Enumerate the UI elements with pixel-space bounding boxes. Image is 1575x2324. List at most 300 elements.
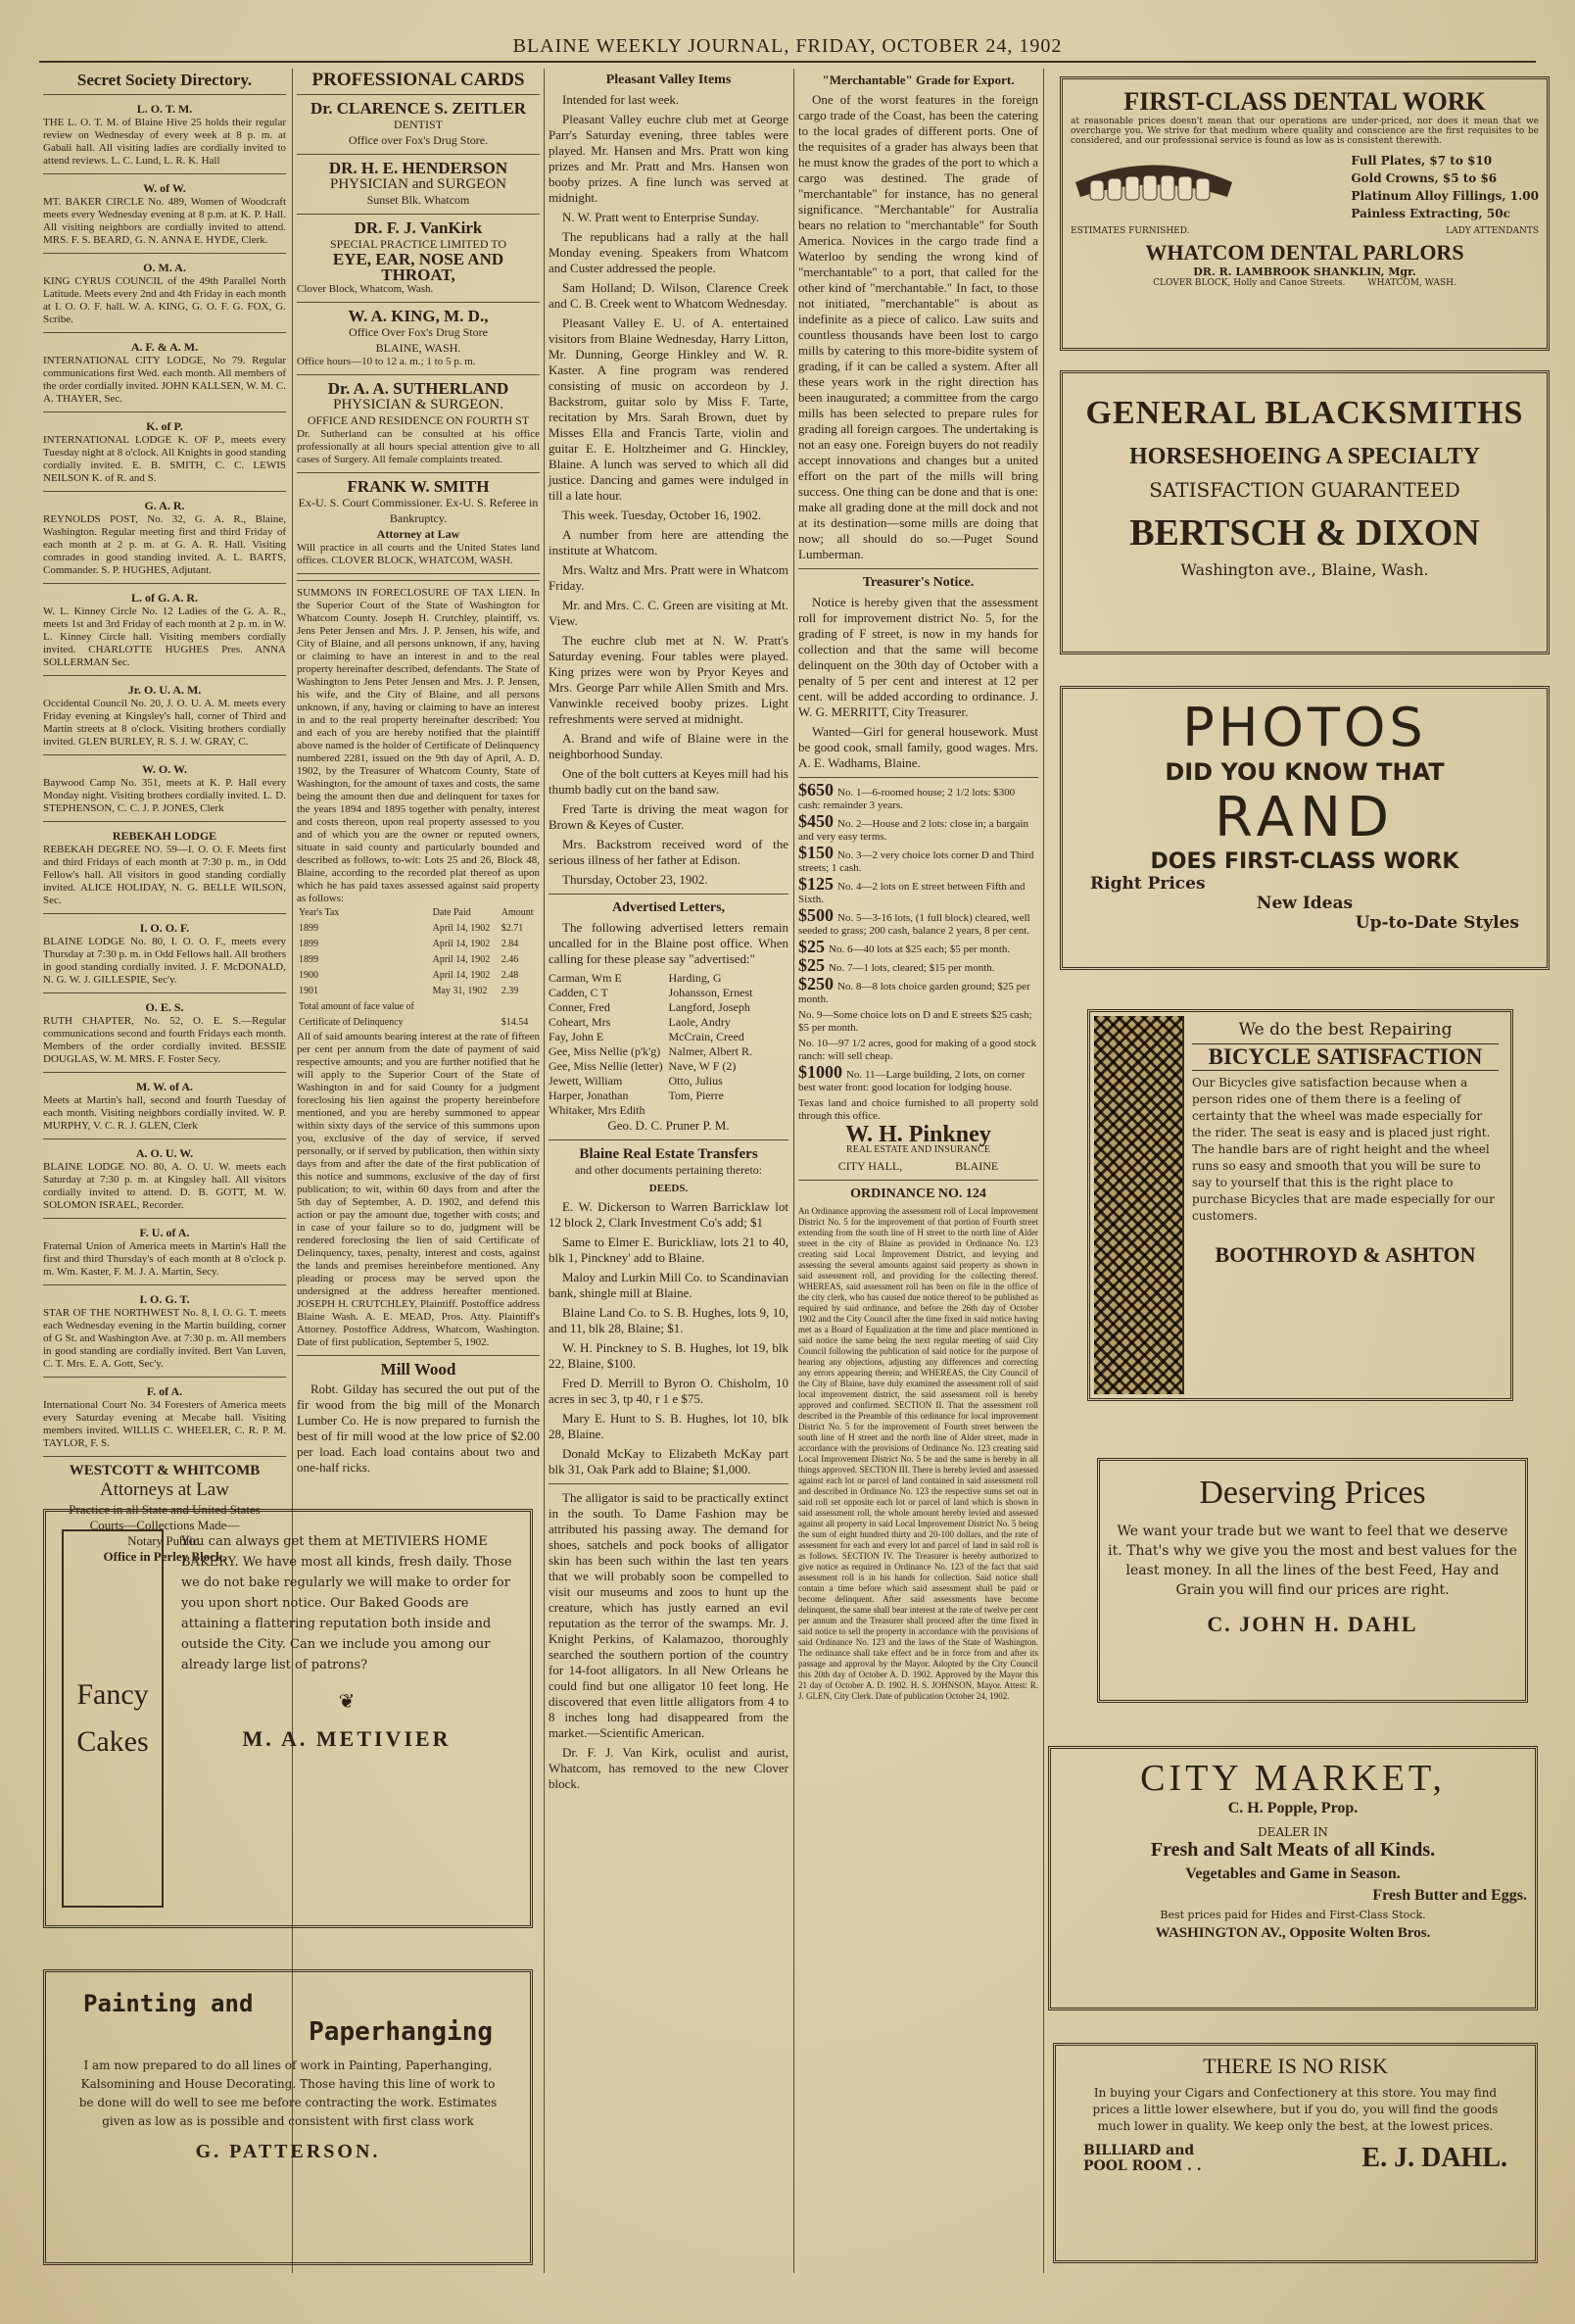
society-entry xyxy=(43,1145,286,1212)
deed-item: Maloy and Lurkin Mill Co. to Scandinavian bank, shingle mill at Blaine. xyxy=(549,1270,788,1300)
society-entry xyxy=(43,590,286,669)
entry-divider xyxy=(43,491,286,492)
photos-question: DID YOU KNOW THAT xyxy=(1165,758,1445,786)
society-entry xyxy=(43,1079,286,1133)
tax-row xyxy=(297,905,540,921)
tax-cell: Amount xyxy=(501,907,534,918)
society-heading: A. O. U. W. xyxy=(135,1146,194,1160)
dental-price: Full Plates, $7 to $10 xyxy=(1351,154,1493,168)
card-role: DENTIST xyxy=(394,118,443,131)
entry-divider xyxy=(43,583,286,584)
dental-attendants: LADY ATTENDANTS xyxy=(1446,226,1539,236)
letter-name: Nalmer, Albert R. xyxy=(668,1044,752,1058)
letter-name: Cadden, C T xyxy=(549,986,608,999)
property-listing xyxy=(798,780,1038,812)
blacksmith-guarantee: SATISFACTION GUARANTEED xyxy=(1149,478,1460,502)
news-item: N. W. Pratt went to Enterprise Sunday. xyxy=(562,210,759,224)
society-text: W. L. Kinney Circle No. 12 Ladies of the G. A. R., meets 1st and 3rd Friday of each month at 2 p. m. in W. L. Kinney Circle hall. Visiting members cordially invited. CHARLOTTE HUGHES Pres. ANNA SOLLERMAN Sec. xyxy=(43,605,286,668)
tax-cell xyxy=(431,1015,500,1031)
tax-cell: April 14, 1902 xyxy=(432,954,491,965)
society-entry xyxy=(43,260,286,326)
news-item: Mr. and Mrs. C. C. Green are visiting at Mt. View. xyxy=(549,598,788,628)
news-item: The euchre club met at N. W. Pratt's Saturday evening. Four tables were played. King prizes were won by Pryor Keyes and Mrs. George Parr while Allen Smith and Mrs. Vanwinkle received booby prizes. Light refreshments were served at midnight. xyxy=(549,633,788,726)
mill-text: Robt. Gilday has secured the out put of the fir wood from the big mill of the Monarch Lumber Co. He is now prepared to furnish the best of fir mill wood at the low price of $2.00 per load. Each load contains about two and one-half ricks. xyxy=(297,1381,540,1475)
dental-price: Gold Crowns, $5 to $6 xyxy=(1351,171,1498,185)
market-line: Vegetables and Game in Season. xyxy=(1185,1865,1401,1882)
letters-sign: Geo. D. C. Pruner P. M. xyxy=(607,1118,730,1133)
market-title: CITY MARKET, xyxy=(1140,1758,1446,1799)
deed-item: E. W. Dickerson to Warren Barricklaw lot 12 block 2, Clark Investment Co's add; $1 xyxy=(549,1199,788,1230)
mill-title: Mill Wood xyxy=(380,1360,456,1379)
letter-name: Johansson, Ernest xyxy=(668,986,753,999)
firm-line: Notary Public. xyxy=(127,1533,202,1548)
society-heading: REBEKAH LODGE xyxy=(112,829,217,843)
card-name: DR. H. E. HENDERSON xyxy=(328,159,508,177)
masthead-rule xyxy=(39,61,1536,63)
tax-cell: May 31, 1902 xyxy=(432,986,488,996)
society-heading: K. of P. xyxy=(146,419,183,433)
entry-divider xyxy=(43,675,286,676)
column-divider xyxy=(1043,69,1044,2273)
card-extra: Clover Block, Whatcom, Wash. xyxy=(297,283,434,295)
column-title: Pleasant Valley Items xyxy=(605,73,732,87)
society-heading: M. W. of A. xyxy=(135,1080,193,1093)
market-line: Fresh Butter and Eggs. xyxy=(1372,1887,1527,1904)
news-item: Intended for last week. xyxy=(562,92,680,107)
letter-name: McCrain, Creed xyxy=(668,1030,744,1043)
society-text: Fraternal Union of America meets in Martin's Hall the first and third Thursday's of each month at 8 o'clock p. m. Wm. Kaster, F. M. J. A. Martin, Secy. xyxy=(43,1240,286,1278)
dental-address: CLOVER BLOCK, Holly and Canoe Streets. WHATCOM, WASH. xyxy=(1153,278,1456,288)
tax-cell: April 14, 1902 xyxy=(432,923,491,934)
letters-list xyxy=(549,971,788,1118)
property-text: No. 3—2 very choice lots corner D and Third streets; 1 cash. xyxy=(798,849,1034,874)
property-text: No. 4—2 lots on E street between Fifth and Sixth. xyxy=(798,881,1026,905)
risk-name: E. J. DAHL. xyxy=(1361,2143,1507,2173)
society-heading: F. U. of A. xyxy=(139,1226,190,1239)
news-item: Fred Tarte is driving the meat wagon for Brown & Keyes of Custer. xyxy=(549,801,788,832)
society-heading: F. of A. xyxy=(146,1384,183,1398)
pinkney-sub: REAL ESTATE AND INSURANCE xyxy=(846,1144,990,1155)
dental-price: Platinum Alloy Fillings, 1.00 xyxy=(1351,189,1539,203)
society-heading: I. O. G. T. xyxy=(139,1292,190,1306)
letter-name: Otto, Julius xyxy=(668,1074,723,1088)
card-divider xyxy=(297,472,540,473)
card-name: Dr. A. A. SUTHERLAND xyxy=(327,379,509,398)
pleasant-valley-column xyxy=(549,69,788,2273)
professional-cards-column xyxy=(297,69,540,1499)
tax-cell: April 14, 1902 xyxy=(432,970,491,981)
letter-name: Conner, Fred xyxy=(549,1000,610,1014)
lattice-ornament xyxy=(1094,1016,1184,1394)
photos-prices: Right Prices xyxy=(1090,874,1206,894)
tax-cell: Year's Tax xyxy=(299,907,340,918)
property-price: $25 xyxy=(798,937,825,956)
news-item: The republicans had a rally at the hall Monday evening. Speakers from Whatcom and Custer addressed the people. xyxy=(549,229,788,275)
society-heading: O. E. S. xyxy=(145,1000,184,1014)
property-listing xyxy=(798,843,1038,875)
dental-estimates: ESTIMATES FURNISHED. xyxy=(1071,226,1190,236)
property-price: $500 xyxy=(798,905,834,925)
property-list xyxy=(798,780,1038,1094)
column-title: "Merchantable" Grade for Export. xyxy=(822,73,1015,87)
market-dealer: DEALER IN xyxy=(1258,1825,1328,1839)
society-heading: G. A. R. xyxy=(144,499,185,512)
letter-name: Langford, Joseph xyxy=(668,1000,750,1014)
cakes-side: Fancy Cakes xyxy=(62,1529,164,1908)
dental-ad xyxy=(1060,76,1550,351)
property-listing xyxy=(798,1009,1038,1035)
card-divider xyxy=(297,154,540,155)
property-listing xyxy=(798,1038,1038,1063)
blacksmith-ad xyxy=(1060,370,1550,654)
entry-divider xyxy=(43,1218,286,1219)
letter-name: Gee, Miss Nellie (p'k'g) xyxy=(549,1044,661,1058)
card-divider xyxy=(297,374,540,375)
entry-divider xyxy=(43,1138,286,1139)
photos-ideas: New Ideas xyxy=(1256,894,1354,913)
society-text: BLAINE LODGE No. 80, I. O. O. F., meets every Thursday at 7:30 p. m. in Odd Fellows hall. All brothers in good standing cordially invited. J. F. McDONALD, N. G. W. J. GILLESPIE, Sec'y. xyxy=(43,936,286,986)
wanted-ad: Wanted—Girl for general housework. Must be good cook, small family, good wages. Mrs. A. E. Wadhams, Blaine. xyxy=(798,724,1038,770)
letter-name: Laole, Andry xyxy=(668,1015,731,1029)
society-heading: L. of G. A. R. xyxy=(130,591,198,605)
prices-title: Deserving Prices xyxy=(1199,1475,1426,1511)
card-extra: Dr. Sutherland can be consulted at his office professionally at all hours special attention give to all cases of Surgery. All female complaints treated. xyxy=(297,428,540,465)
dental-note: at reasonable prices doesn't mean that our operations are under-priced, nor does it mean that we overcharge you. We strive for that medium where quality and conscience are the first requisites to be considered, and our professional service is found as low as is consistent therewith. xyxy=(1071,117,1539,146)
props-tail: Texas land and choice furnished to all property sold through this office. xyxy=(798,1097,1038,1122)
masthead: BLAINE WEEKLY JOURNAL, FRIDAY, OCTOBER 24, 1902 xyxy=(512,35,1063,57)
letter-name xyxy=(669,1103,789,1118)
letter-name: Jewett, William xyxy=(549,1074,623,1088)
letter-name: Coheart, Mrs xyxy=(549,1015,611,1029)
tax-row xyxy=(297,984,540,999)
dental-manager: DR. R. LAMBROOK SHANKLIN, Mgr. xyxy=(1193,266,1416,278)
property-text: No. 7—1 lots, cleared; $15 per month. xyxy=(829,962,995,974)
property-text: No. 10—97 1/2 acres, good for making of a good stock ranch: will sell cheap. xyxy=(798,1038,1037,1062)
card-extra: Office hours—10 to 12 a. m.; 1 to 5 p. m. xyxy=(297,356,476,367)
society-text: REBEKAH DEGREE NO. 59—I. O. O. F. Meets first and third Fridays of each month at 7:30 p. m., in Odd Fellow's hall. All visitors in good standing cordially invited. ALICE HOLIDAY, N. G. BELLE WILSON, Sec. xyxy=(43,844,286,906)
society-entry xyxy=(43,1291,286,1371)
pinkney-name: W. H. Pinkney xyxy=(845,1122,991,1147)
tax-row xyxy=(297,999,540,1015)
card-role: SPECIAL PRACTICE LIMITED TO xyxy=(329,237,507,251)
society-text: INTERNATIONAL CITY LODGE, No 79. Regular communications first Wed. each month. All members of the order cordially invited. JOHN KALLSEN, W. M. C. A. THAYER, Sec. xyxy=(43,355,286,405)
treasurer-notice: Notice is hereby given that the assessment roll for improvement district No. 5, for the grading of F street, is now in my hands for collection and that the same will become delinquent on the 30th day of October with a penalty of 5 per cent and interest at 12 per cent. will be added according to ordinance. J. W. G. MERRITT, City Treasurer. xyxy=(798,595,1038,719)
entry-divider xyxy=(43,821,286,822)
card-divider xyxy=(297,302,540,303)
deed-item: Blaine Land Co. to S. B. Hughes, lots 9, 10, and 11, blk 28, Blaine; $1. xyxy=(549,1305,788,1335)
letter-name: Whitaker, Mrs Edith xyxy=(549,1103,645,1117)
property-listing xyxy=(798,811,1038,844)
tax-cell: 1899 xyxy=(299,923,318,934)
bicycle-ad xyxy=(1087,1009,1513,1401)
secret-society-column xyxy=(43,69,286,1564)
tax-cell: 2.48 xyxy=(501,970,519,981)
teeth-icon xyxy=(1071,153,1237,221)
society-text: REYNOLDS POST, No. 32, G. A. R., Blaine, Washington. Regular meeting first and third Friday of each month at 2 p. m. at G. A. R. Hall. Visiting comrades in good standing invited. A. L. BARTS, Commander. S. P. HUGHES, Adjutant. xyxy=(43,513,286,576)
society-entry xyxy=(43,418,286,485)
column-divider xyxy=(544,69,545,2273)
blacksmith-specialty: HORSESHOEING A SPECIALTY xyxy=(1129,444,1480,469)
tax-cell: 2.84 xyxy=(501,939,519,949)
painting-ad xyxy=(43,1969,533,2265)
society-entry xyxy=(43,1225,286,1279)
cakes-ornament: ❦ xyxy=(338,1689,356,1713)
property-text: No. 2—House and 2 lots: close in; a bargain and very easy terms. xyxy=(798,818,1029,843)
card-detail: EYE, EAR, NOSE AND THROAT, xyxy=(332,250,504,284)
society-heading: Jr. O. U. A. M. xyxy=(127,683,202,697)
property-text: No. 11—Large building, 2 lots, on corner best water front: good location for lodging house. xyxy=(798,1069,1026,1093)
society-text: KING CYRUS COUNCIL of the 49th Parallel North Latitude. Meets every 2nd and 4th Friday in each month at I. O. O. F. hall. W. A. KING, G. O. F. G. FOX, G. Scribe. xyxy=(43,275,286,325)
photos-title: PHOTOS xyxy=(1182,697,1427,758)
deeds-list xyxy=(549,1199,788,1477)
prices-ad xyxy=(1097,1458,1528,1703)
professional-card xyxy=(297,479,540,567)
card-detail: Attorney at Law xyxy=(376,527,460,541)
entry-divider xyxy=(43,913,286,914)
photos-styles: Up-to-Date Styles xyxy=(1355,913,1519,933)
property-price: $450 xyxy=(798,811,834,831)
society-heading: L. O. T. M. xyxy=(136,102,193,116)
entry-divider xyxy=(43,332,286,333)
society-entry xyxy=(43,1383,286,1450)
deed-item: W. H. Pinckney to S. B. Hughes, lot 19, blk 22, Blaine, $100. xyxy=(549,1340,788,1371)
card-extra: Will practice in all courts and the United States land offices. CLOVER BLOCK, WHATCOM, WASH. xyxy=(297,542,540,566)
tax-row xyxy=(297,1015,540,1031)
society-entry xyxy=(43,101,286,168)
entry-divider xyxy=(43,1284,286,1285)
bicycle-title: BICYCLE SATISFACTION xyxy=(1192,1043,1499,1071)
society-entry xyxy=(43,498,286,577)
property-price: $125 xyxy=(798,874,834,894)
card-detail: Office over Fox's Drug Store. xyxy=(348,133,489,147)
market-address: WASHINGTON AV., Opposite Wolten Bros. xyxy=(1155,1925,1431,1941)
bicycle-text: Our Bicycles give satisfaction because when a person rides one of them there is a feeling of certainty that the wheel was made especially for the rider. The seat is easy and is placed just right. The handle bars are of right height and the wheel runs so easy and smooth that you will be sure to say to yourself that this is the right place to purchase Bicycles that are made especially for our customers. xyxy=(1192,1076,1495,1223)
card-detail: BLAINE, WASH. xyxy=(375,341,461,355)
cakes-text: You can always get them at METIVIERS HOME BAKERY. We have most all kinds, fresh daily. Those we do not bake regularly we will make to order for you upon short notice. Our Baked Goods are attaining a flattering reputation both inside and outside the City. Can we include you among our already large list of patrons? xyxy=(181,1534,512,1672)
tax-cell: Certificate of Delinquency xyxy=(299,1017,404,1028)
letter-name: Harding, G xyxy=(668,971,722,985)
card-divider xyxy=(297,573,540,574)
dental-name: WHATCOM DENTAL PARLORS xyxy=(1145,240,1464,265)
tax-cell: 1899 xyxy=(299,939,318,949)
property-text: No. 9—Some choice lots on D and E streets $25 cash; $5 per month. xyxy=(798,1009,1032,1034)
tax-cell: 1899 xyxy=(299,954,318,965)
card-detail: OFFICE AND RESIDENCE ON FOURTH ST xyxy=(307,413,530,427)
firm-line: Courts—Collections Made— xyxy=(89,1518,240,1532)
news-item: This week. Tuesday, October 16, 1902. xyxy=(562,508,762,522)
risk-billiard: BILLIARD and POOL ROOM . . xyxy=(1083,2143,1202,2174)
dental-title: FIRST-CLASS DENTAL WORK xyxy=(1123,87,1486,116)
letter-name: Fay, John E xyxy=(549,1030,604,1043)
tax-cell: Total amount of face value of xyxy=(299,1001,414,1012)
photos-work: DOES FIRST-CLASS WORK xyxy=(1150,849,1459,874)
society-heading: O. M. A. xyxy=(143,261,186,274)
market-prop: C. H. Popple, Prop. xyxy=(1227,1800,1359,1816)
society-text: Baywood Camp No. 351, meets at K. P. Hall every Monday night. Visiting brothers cordially invited. L. D. STEPHENSON, C. C. J. P. JONES, Clerk xyxy=(43,777,286,814)
tax-cell: $14.54 xyxy=(501,1017,529,1028)
card-name: Dr. CLARENCE S. ZEITLER xyxy=(310,99,526,118)
property-price: $150 xyxy=(798,843,834,862)
painting-text: I am now prepared to do all lines of work in Painting, Paperhanging, Kalsomining and House Decorating. Those having this line of work to be done will do well to see me before contracting the work. Estimates given as low as is possible and consistent with first class work xyxy=(78,2058,498,2128)
column-divider xyxy=(793,69,794,2273)
letters-intro: The following advertised letters remain uncalled for in the Blaine post office. When calling for these please say "advertised:" xyxy=(549,920,788,966)
tax-cell: Date Paid xyxy=(432,907,471,918)
summons-notice: SUMMONS IN FORECLOSURE OF TAX LIEN. In the Superior Court of the State of Washington for Whatcom County. Joseph H. Crutchley, plaintiff, vs. Jens Peter Jensen and Mrs. J. P. Jensen, his wife, and City of Blaine, and all persons unknown, if any, having or claiming to have an interest in and to the real property hereinafter described, defendants. The State of Washington to Jens Peter Jensen and Mrs. J. P. Jensen, his wife, and the City of Blaine, and all persons unknown, if any, having or claiming to have an interest in and to the real property hereinafter described: You and each of you are hereby notified that the plaintiff above named is the holder of Certificate of Delinquency numbered 2281, issued on the 9th day of April, A. D. 1902, by the Treasurer of Whatcom County, State of Washington, for the amount of taxes and costs, the same being the amount then due and delinquent for taxes for the years 1894 and 1895 together with penalty, interest and costs thereon, upon real property assessed to you and of which you are the owner or reputed owners, situate in said county and particularly bounded and described as follows, to-wit: Lots 25 and 26, Block 48, Blaine, according to the recorded plat thereof as upon which he has paid taxes assessed against said property as follows: xyxy=(297,587,540,904)
society-text: STAR OF THE NORTHWEST No. 8, I. O. G. T. meets each Wednesday evening in the Martin building, corner of G St. and Washington Ave. at 7:30 p. m. All members in good standing are cordially invited. Bert Van Luven, C. T. Mrs. E. A. Gott, Sec'y. xyxy=(43,1307,286,1370)
society-entry xyxy=(43,339,286,406)
professional-card xyxy=(297,220,540,296)
card-role: Office Over Fox's Drug Store xyxy=(349,325,488,339)
society-entry xyxy=(43,682,286,749)
treasurer-title: Treasurer's Notice. xyxy=(862,575,975,590)
cakes-name: M. A. METIVIER xyxy=(242,1726,452,1751)
society-text: BLAINE LODGE NO. 80, A. O. U. W. meets each Saturday at 7:30 p. m. at Kingsley hall. All visitors cordially invited to attend. D. B. GOTT, M. W. SOLOMON ISRAEL, Recorder. xyxy=(43,1161,286,1211)
news-items xyxy=(549,92,788,888)
society-heading: W. of W. xyxy=(143,181,186,195)
society-entry xyxy=(43,920,286,987)
news-item: Mrs. Backstrom received word of the serious illness of her father at Edison. xyxy=(549,837,788,867)
property-listing xyxy=(798,955,1038,975)
firm-name: WESTCOTT & WHITCOMB xyxy=(69,1463,261,1478)
pinkney-addr: CITY HALL, BLAINE xyxy=(837,1159,999,1173)
property-text: No. 5—3-16 lots, (1 full block) cleared, well seeded to grass; 200 cash, balance 2 years, 8 per cent. xyxy=(798,912,1030,937)
ordinance-text: An Ordinance approving the assessment roll of Local Improvement District No. 5 for the improvement of that portion of Fourth street extending from the south line of H street to the north line of Alder street in the city of Blaine as provided in Ordinance No. 123 creating said Local Improvement District, and levying and assessing the several amounts against said property as shown in said assessment roll, and providing for the collecting thereof. WHEREAS, said assessment roll has been on file in the office of the city clerk, who has caused due notice thereof to be published as required by said ordinance, and before the 26th day of October 1902 and the City Council after the time fixed in said notice having met as a Board of Equalization at the time and place mentioned in said notice the same being the next regular meeting of said City Council following the publication of said notice for the purpose of hearing any objections, adjusting any differences and correcting any errors appearing therein; and WHEREAS, the City Council of the City of Blaine, have duly examined the assessment roll of said local improvement district, the said assessment roll is hereby approved and confirmed. SECTION II. That the assessment roll described in the Preamble of this ordinance for local improvement District No. 5 for the improvement of Fourth street between the south line of H street and the north line of Alder street, made in accordance with the provisions of Ordinance No. 123 creating said Local Improvement District No. 5 be and the same is hereby in all things approved. SECTION III. There is hereby levied and assessed against each lot or parcel of land contained in said assessment roll and described in Ordinance No. 123 the respective sums set out in said roll set opposite each lot or parcel of land which is shown in said assessment roll, the whole amount hereby levied and assessed against all property in said Local Improvement District No. 5 being the sum of eight hundred thirty and 20-100 dollars, and the rate of assessment for each and every lot and parcel of land in said roll is as follows. SECTION IV. The Treasurer is hereby authorized to give notice as required in Ordinance No. 123 of the fact that said assessment roll is in his hands for collection. Said notice shall contain a time before which said assessment shall be paid or become delinquent. After said assessments have become delinquent, the same shall bear interest at the rate of twelve per cent per annum and the Treasurer shall proceed after the time fixed in said notice to sell the property in accordance with the provisions of said Ordinance No. 123 and the laws of the State of Washington. The ordinance shall take effect and be in force from and after its passage and approval by the Mayor. Adopted by the City Council this 20th day of October A. D. 1902. Approved by the Mayor this 21 day of October A. D. 1902. H. S. JOHNSON, Mayor. Attest: R. J. GLEN, City Clerk. Date of publication October 24, 1902. xyxy=(798,1206,1038,1701)
ordinance-title: ORDINANCE NO. 124 xyxy=(850,1186,986,1201)
tax-cell: April 14, 1902 xyxy=(432,939,491,949)
news-item: A. Brand and wife of Blaine were in the neighborhood Sunday. xyxy=(549,731,788,761)
card-detail: Sunset Blk. Whatcom xyxy=(366,193,470,207)
professional-card xyxy=(297,161,540,208)
society-entry xyxy=(43,180,286,247)
news-item: Mrs. Waltz and Mrs. Pratt were in Whatcom Friday. xyxy=(549,562,788,593)
news-item: Thursday, October 23, 1902. xyxy=(562,872,708,887)
firm-line: Office in Perley Block. xyxy=(103,1549,226,1564)
tax-cell xyxy=(500,999,540,1015)
city-market-ad xyxy=(1048,1746,1538,2010)
entry-divider xyxy=(43,1377,286,1378)
society-heading: W. O. W. xyxy=(142,762,187,776)
card-role: Ex-U. S. Court Commissioner. Ex-U. S. Referee in Bankruptcy. xyxy=(298,496,539,525)
tax-row xyxy=(297,968,540,984)
news-item: One of the bolt cutters at Keyes mill had his thumb badly cut on the band saw. xyxy=(549,766,788,797)
transfers-title: Blaine Real Estate Transfers xyxy=(579,1146,758,1162)
entry-divider xyxy=(43,173,286,174)
card-name: FRANK W. SMITH xyxy=(347,477,490,496)
deeds-label: DEEDS. xyxy=(648,1183,689,1194)
deed-item: Same to Elmer E. Burickliaw, lots 21 to 40, blk 1, Pinckney' add to Blaine. xyxy=(549,1235,788,1265)
transfers-subtitle: and other documents pertaining thereto: xyxy=(574,1163,763,1177)
property-listing xyxy=(798,874,1038,906)
property-listing xyxy=(798,937,1038,956)
society-entry xyxy=(43,761,286,815)
letter-name: Nave, W F (2) xyxy=(668,1059,737,1073)
card-name: W. A. KING, M. D., xyxy=(348,307,489,325)
entry-divider xyxy=(43,1072,286,1073)
vankirk-notice: Dr. F. J. Van Kirk, oculist and aurist, Whatcom, has removed to the new Clover block. xyxy=(549,1745,788,1791)
property-price: $25 xyxy=(798,955,825,975)
photos-ad xyxy=(1060,686,1550,970)
entry-divider xyxy=(43,253,286,254)
dental-price: Painless Extracting, 50c xyxy=(1351,207,1510,220)
tax-cell: 2.46 xyxy=(501,954,519,965)
cards-list xyxy=(297,101,540,574)
alligator-article: The alligator is said to be practically extinct in the south. To Dame Fashion may be attributed his passing away. The demand for shoes, satchels and pock books of alligator skin has been such within the last ten years that we will probably soon be compelled to visit our museums and zoos to hunt up the creature, which has justly earned an evil reputation as the terror of the swamps. Mr. J. Knight Perkins, of Kalamazoo, thoroughly searched the southern portion of the country for 14-foot alligators. In all New Orleans he could find but one alligator 10 feet long. He discovered that even little alligators from 4 to 8 inches long had disappeared from the market.—Scientific American. xyxy=(549,1490,788,1740)
letter-name: Tom, Pierre xyxy=(668,1089,724,1102)
firm-line: Practice in all State and United States xyxy=(69,1502,261,1517)
property-price: $1000 xyxy=(798,1062,842,1082)
tax-cell: $2.71 xyxy=(501,923,524,934)
news-item: Pleasant Valley E. U. of A. entertained visitors from Blaine Wednesday, Harry Litton, Mr. Dunning, George Hinkley and W. R. Kaster. A fine program was rendered consisting of music on accordeon by J. Backstrom, guitar solo by Miss F. Tarte, recitation by Mrs. Sarah Brown, duet by Misses Ella and Francis Tarte, violin and guitar E. E. Holtzheimer and G. Hinckley, Blaine. A lunch was served to which all did justice. Dancing and games were indulged in till a late hour. xyxy=(549,315,788,503)
market-line: Fresh and Salt Meats of all Kinds. xyxy=(1150,1839,1436,1861)
society-text: INTERNATIONAL LODGE K. OF P., meets every Tuesday night at 8 o'clock. All Knights in good standing cordially invited. E. B. SMITH, C. C. LEWIS NEILSON K. of R. and S. xyxy=(43,434,286,484)
letter-name: Carman, Wm E xyxy=(549,971,622,985)
column-divider xyxy=(292,69,293,2273)
prices-text: We want your trade but we want to feel that we deserve it. That's why we give you the most and best values for the least money. In all the lines of the best Feed, Hay and Grain you will find our prices are right. xyxy=(1108,1524,1517,1598)
society-text: MT. BAKER CIRCLE No. 489, Women of Woodcraft meets every Wednesday evening at 8 p.m. at K. P. Hall. All visiting neighbors are cordially invited to attend. MRS. F. S. BEARD, G. N. ANNA E. HYDE, Clerk. xyxy=(43,196,286,246)
prices-name: C. JOHN H. DAHL xyxy=(1207,1612,1418,1636)
letters-title: Advertised Letters, xyxy=(611,900,726,915)
entry-divider xyxy=(43,754,286,755)
market-line: Best prices paid for Hides and First-Class Stock. xyxy=(1160,1909,1426,1921)
property-text: No. 1—6-roomed house; 2 1/2 lots: $300 cash: remainder 3 years. xyxy=(798,787,1016,811)
summons-tail: All of said amounts bearing interest at the rate of fifteen per cent per annum from the date of payment of said respective amounts; and you are further notified that he will apply to the Superior Court of the State of Washington in and for said County for a judgment foreclosing his lien against the property hereinbefore mentioned, and you are hereby summoned to appear within sixty days of the service of this summons upon you, exclusive of the day of service, if served personally, or if served by publication, then within sixty days from and after the date of the first publication of this notice and summons, exclusive of the day of first publication; to wit, within 60 days from and after the 5th day of September, A. D. 1902, and defend this action or pay the amount due, together with costs; and in case of your failure so to do, judgment will be rendered foreclosing the lien of said Certificate of Delinquency, taxes, penalty, interest and costs, against the lands and premises hereinbefore mentioned. Any pleading or process may be served upon the undersigned at the address hereafter mentioned. JOSEPH H. CRUTCHLEY, Plaintiff. Postoffice address Blaine Wash. A. E. MEAD, Pros. Atty. Plaintiff's Attorney. Postoffice Address, Whatcom, Washington. Date of first publication, September 5, 1902. xyxy=(297,1031,540,1348)
news-item: Pleasant Valley euchre club met at George Parr's Saturday evening, three tables were played. Mr. Hansen and Mrs. Pratt won king prizes and Mr. Pratt and Mrs. Hansen won booby prizes. A fine lunch was served at midnight. xyxy=(549,112,788,205)
tax-table xyxy=(297,905,540,1031)
deed-item: Mary E. Hunt to S. B. Hughes, lot 10, blk 28, Blaine. xyxy=(549,1411,788,1441)
card-divider xyxy=(297,214,540,215)
blacksmith-address: Washington ave., Blaine, Wash. xyxy=(1180,560,1429,579)
news-item: A number from here are attending the institute at Whatcom. xyxy=(549,527,788,557)
society-entry xyxy=(43,828,286,907)
deed-item: Fred D. Merrill to Byron O. Chisholm, 10 acres in sec 3, tp 40, r 1 e $75. xyxy=(549,1376,788,1406)
tax-cell xyxy=(431,999,500,1015)
professional-card xyxy=(297,309,540,368)
professional-card xyxy=(297,381,540,466)
society-text: Occidental Council No. 20, J. O. U. A. M. meets every Friday evening at Kingsley's hall, corner of Third and Martin streets at 8 o'clock. Visiting brothers cordially invited. GLEN BURLEY, R. S. J. W. GRAY, C. xyxy=(43,698,286,748)
property-text: No. 8—8 lots choice garden ground; $25 per month. xyxy=(798,981,1030,1005)
society-heading: A. F. & A. M. xyxy=(130,340,199,354)
photos-rand: RAND xyxy=(1215,786,1395,849)
property-listing xyxy=(798,1062,1038,1094)
paperhanging-title: Paperhanging xyxy=(309,2017,493,2047)
card-role: PHYSICIAN & SURGEON. xyxy=(333,397,503,412)
property-price: $250 xyxy=(798,974,834,993)
property-price: $650 xyxy=(798,780,834,799)
bicycle-tagline: We do the best Repairing xyxy=(1238,1020,1453,1040)
firm-title: Attorneys at Law xyxy=(100,1479,229,1500)
column-title: PROFESSIONAL CARDS xyxy=(311,70,525,90)
property-text: No. 6—40 lots at $25 each; $5 per month. xyxy=(829,944,1011,955)
blacksmith-title: GENERAL BLACKSMITHS xyxy=(1085,395,1524,431)
merchantable-column xyxy=(798,69,1038,2273)
merchantable-article: One of the worst features in the foreign cargo trade of the Coast, has been the catering to the local grades of different ports. One of the requisites of a grader has always been that he must know the grades of the port to which a cargo was destined. The grade of "merchantable" for instance, has no general significance. "Merchantable" for Australia bears no relation to "merchantable" for South America. Novices in the cargo trade find a Waterloo by sending the wrong kind of "merchantable" to a port, that called for the other kind of "merchantable." In fact, to those not initiated, "merchantable" is about as indefinite as a piece of calico. Law suits and countless thousands have been lost to cargo mills by catering to this more-bidite system of grading, if it can be called a system. After all these years work in the right direction has been inaugurated; a committee from the cargo mills has been selected to prepare rules for grading all foreign cargoes. The undertaking is not an easy one. Foreign buyers do not readily accept innovations and changes but a united effort on the part of the mills will bring success. One thing can be done and that is one: make all grading done at the mill dock and not at its destination—some mills are doing that now; all should do so.—Puget Sound Lumberman. xyxy=(798,92,1038,561)
letter-name: Gee, Miss Nellie (letter) xyxy=(549,1059,663,1073)
tax-cell: 1901 xyxy=(299,986,318,996)
news-item: Sam Holland; D. Wilson, Clarence Creek and C. B. Creek went to Whatcom Wednesday. xyxy=(549,280,788,311)
risk-text: In buying your Cigars and Confectionery at this store. You may find prices a little lower elsewhere, but if you do, you will find the goods much lower in quality. We keep only the best, at the lowest prices. xyxy=(1092,2086,1499,2133)
society-entry xyxy=(43,999,286,1066)
tax-row xyxy=(297,921,540,937)
society-text: International Court No. 34 Foresters of America meets every Saturday evening at Mecabe hall. Visiting members invited. WILLIS C. WHEELER, C. R. P. M. TAYLOR, F. S. xyxy=(43,1399,286,1449)
blacksmith-name: BERTSCH & DIXON xyxy=(1129,512,1480,554)
painting-name: G. PATTERSON. xyxy=(195,2141,381,2162)
card-name: DR. F. J. VanKirk xyxy=(354,218,483,237)
property-listing xyxy=(798,974,1038,1006)
deed-item: Donald McKay to Elizabeth McKay part blk 31, Oak Park add to Blaine; $1,000. xyxy=(549,1446,788,1477)
tax-cell: 2.39 xyxy=(501,986,519,996)
society-text: RUTH CHAPTER, No. 52, O. E. S.—Regular communications second and fourth Fridays each month. Members of the order cordially invited. BESSIE DOUGLAS, W. M. MRS. F. Foster Secy. xyxy=(43,1015,286,1065)
society-text: THE L. O. T. M. of Blaine Hive 25 holds their regular review on Wednesday of every week at 8 p. m. at Gabali hall. All visiting ladies are cordially invited to attend reviews. L. C. Lund, L. R. K. Hall xyxy=(43,117,286,167)
